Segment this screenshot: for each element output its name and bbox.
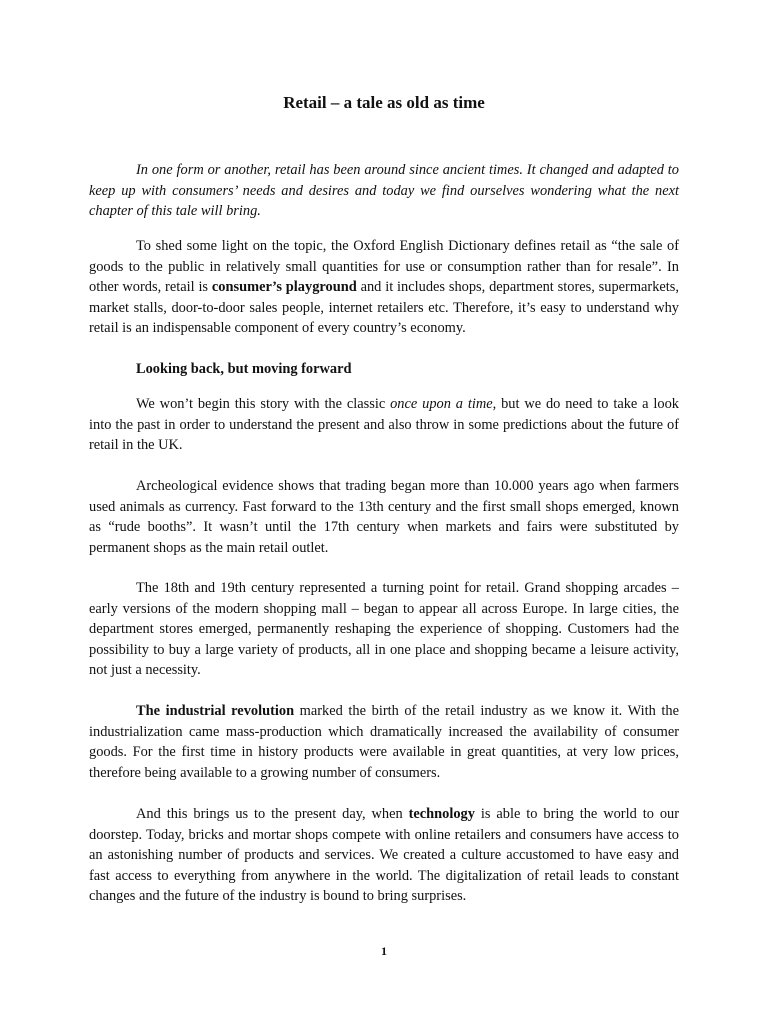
page-title: Retail – a tale as old as time: [283, 93, 485, 112]
text-run: is able to bring the world to our doorstep. Today, bricks and mortar shops compete with online retailers and consumers have access to an astonishing number of products and services. We created a culture accustomed to have easy and fast access to everything from anywhere in the world. The digitalization of retail leads to constant changes and the future of the industry is bound to bring surprises.: [89, 806, 679, 905]
archeology-paragraph: Archeological evidence shows that trading began more than 10.000 years ago when farmers used animals as currency. Fast forward to the 13th century and the first small shops emerged, known as “rude booths”. It wasn’t until the 17th century when markets and fairs were substituted by permanent shops as the main retail outlet.: [89, 478, 679, 556]
emphasis-text: technology: [408, 806, 475, 822]
definition-paragraph: [89, 236, 679, 339]
text-run: , but we do need to take a look into the past in order to understand the present and also throw in some predictions about the future of retail in the UK.: [89, 396, 679, 454]
industrial-paragraph: [89, 701, 679, 783]
emphasis-text: The industrial revolution: [136, 703, 295, 719]
emphasis-text: consumer’s playground: [211, 279, 357, 296]
page-number: 1: [381, 944, 387, 958]
arcades-paragraph: The 18th and 19th century represented a turning point for retail. Grand shopping arcades – early versions of the modern shopping mall – began to appear all across Europe. In large cities, the department stores emerged, permanently reshaping the experience of shopping. Customers had the possibility to buy a large variety of products, all in one place and shopping became a leisure activity, not just a necessity.: [89, 580, 679, 679]
section-heading: Looking back, but moving forward: [136, 361, 352, 377]
technology-paragraph: [89, 804, 679, 907]
text-run: And this brings us to the present day, when: [136, 806, 409, 822]
text-run: marked the birth of the retail industry as we know it. With the industrialization came mass-production which dramatically increased the availability of consumer goods. For the first time in history products were available in great quantities, at very low prices, therefore being available to a growing number of consumers.: [89, 703, 679, 781]
text-run: We won’t begin this story with the classic: [136, 396, 391, 412]
history-intro-paragraph: [89, 394, 679, 456]
intro-paragraph: In one form or another, retail has been around since ancient times. It changed and adapted to keep up with consumers’ needs and desires and today we find ourselves wondering what the next chapter of this tale will bring.: [89, 162, 679, 220]
emphasis-text: once upon a time: [390, 396, 493, 412]
text-run: and it includes shops, department stores, supermarkets, market stalls, door-to-door sales people, internet retailers etc. Therefore, it’s easy to understand why retail is an indispensable component of every country’s economy.: [89, 279, 679, 337]
text-run: To shed some light on the topic, the Oxford English Dictionary defines retail as “the sale of goods to the public in relatively small quantities for use or consumption rather than for resale”. In other words, retail is: [89, 238, 679, 296]
